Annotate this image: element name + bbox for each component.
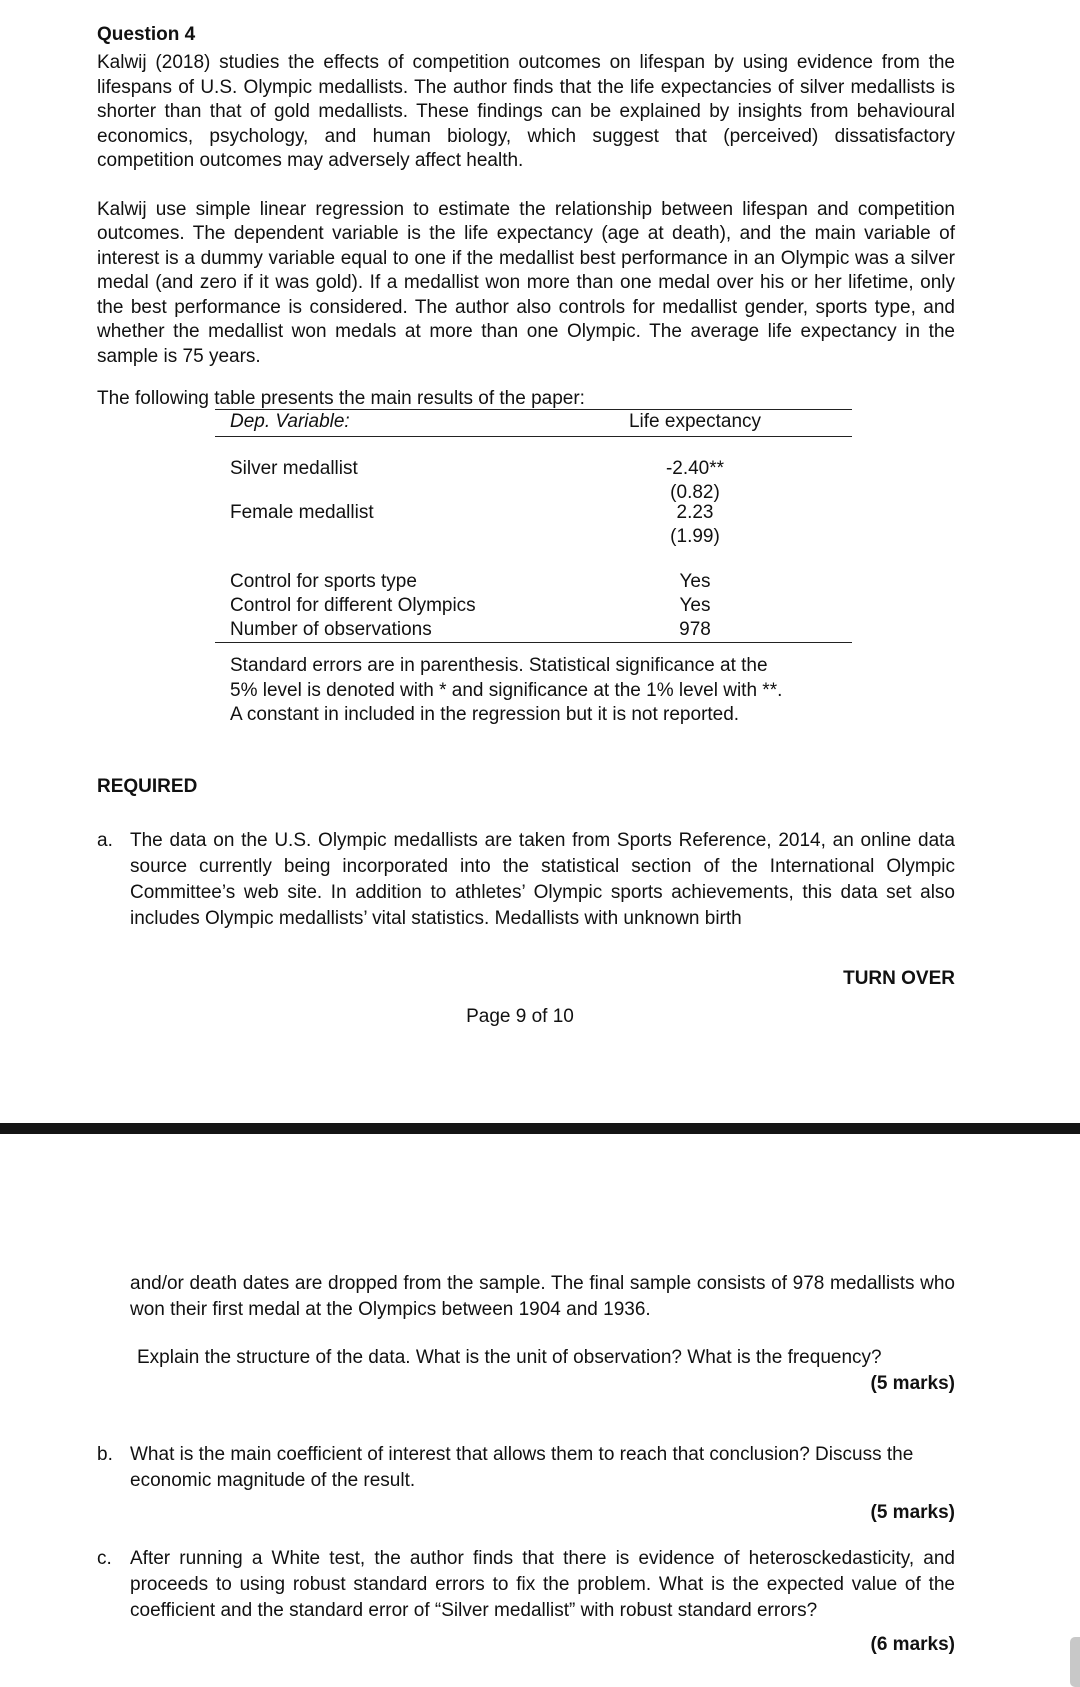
item-a-marks: (5 marks) (870, 1373, 955, 1394)
item-c-text: After running a White test, the author finds that there is evidence of heterosckedasticity, and proceeds to using robust standard errors to fix the problem. What is the expected value of the coefficient and the standard error of “Silver medallist” with robust standard errors? (130, 1548, 955, 1621)
scrollbar-thumb[interactable] (1070, 1637, 1080, 1687)
dep-variable-value: Life expectancy (628, 411, 762, 432)
table-row: (0.82) (670, 482, 720, 503)
intro-paragraph: Kalwij (2018) studies the effects of competition outcomes on lifespan by using evidence from the lifespans of U.S. Olympic medallists. The author finds that the life expectancies of silver medallists is shorter than that of gold medallists. These findings can be explained by insights from behavioural economics, psychology, and human biology, which suggest that (perceived) dissatisfactory competition outcomes may adversely affect health. (97, 52, 955, 171)
item-a-question: Explain the structure of the data. What is the unit of observation? What is the frequency? (137, 1347, 882, 1368)
item-a-page2 (97, 1271, 955, 1397)
page-number: Page 9 of 10 (466, 1006, 574, 1027)
item-c (97, 1546, 955, 1658)
item-a-text: The data on the U.S. Olympic medallists are taken from Sports Reference, 2014, an online data source currently being incorporated into the statistical section of the International Olympic Committee’s web site. In addition to athletes’ Olympic sports achievements, this data set also includes Olympic medallists’ vital statistics. Medallists with unknown birth (130, 830, 955, 929)
results-table (215, 409, 852, 643)
table-intro: The following table presents the main results of the paper: (97, 388, 585, 409)
dep-variable-label: Dep. Variable: (230, 411, 350, 432)
item-a-page1 (97, 828, 955, 932)
item-b-marks: (5 marks) (870, 1502, 955, 1523)
table-bottom-rule (215, 642, 852, 643)
item-c-marker: c. (97, 1548, 112, 1569)
method-paragraph: Kalwij use simple linear regression to estimate the relationship between lifespan and competition outcomes. The dependent variable is the life expectancy (age at death), and the main variable of interest is a dummy variable equal to one if the medallist best performance in an Olympic was a silver medal (and zero if it was gold). If a medallist won more than one medal over his or her lifetime, only the best performance is considered. The author also controls for medallist gender, sports type, and whether the medallist won medals at more than one Olympic. The average life expectancy in the sample is 75 years. (97, 198, 955, 367)
question-block (97, 24, 955, 369)
item-a-continuation: and/or death dates are dropped from the sample. The final sample consists of 978 medallists who won their first medal at the Olympics between 1904 and 1936. (130, 1273, 955, 1320)
page-divider (0, 1123, 1080, 1134)
table-note: Standard errors are in parenthesis. Statistical significance at the 5% level is denoted with * and significance at the 1% level with **. A constant in included in the regression but it is not reported. (230, 655, 783, 725)
item-c-marks: (6 marks) (870, 1634, 955, 1655)
table-row: Silver medallist -2.40** (230, 458, 725, 479)
item-b (97, 1442, 955, 1526)
item-b-marker: b. (97, 1444, 113, 1465)
table-row: Control for different Olympics Yes (230, 595, 711, 616)
turn-over-label: TURN OVER (843, 968, 955, 989)
table-row: Number of observations 978 (230, 619, 711, 640)
item-a-marker: a. (97, 830, 113, 851)
table-row: (1.99) (670, 526, 720, 547)
table-row: Female medallist 2.23 (230, 502, 714, 523)
item-b-text: What is the main coefficient of interest that allows them to reach that conclusion? Discuss the economic magnitude of the result. (130, 1444, 914, 1491)
question-title: Question 4 (97, 24, 196, 45)
required-heading: REQUIRED (97, 776, 198, 797)
table-header-row (215, 410, 852, 434)
table-row: Control for sports type Yes (230, 571, 711, 592)
